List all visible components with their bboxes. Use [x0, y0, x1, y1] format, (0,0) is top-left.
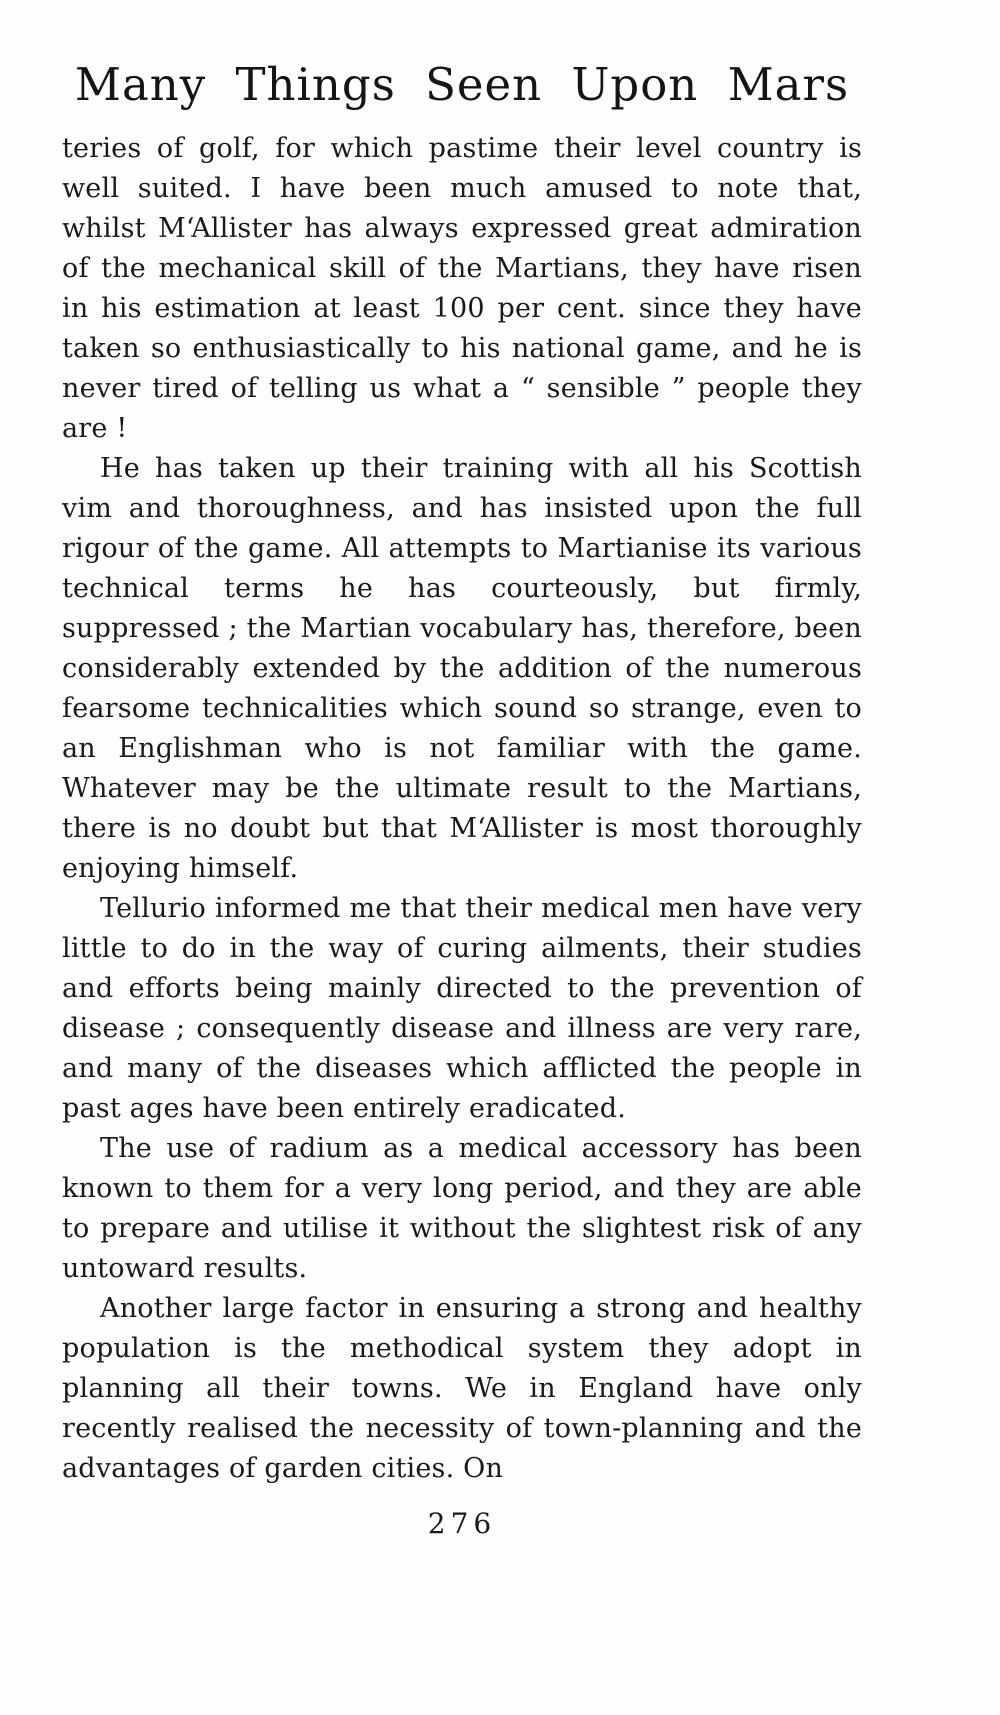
paragraph: Another large factor in ensuring a strong and healthy population is the methodical system they adopt in planning all their towns. We in England have only recently realised the necessity of town-planning and the advantages of garden cities. On: [62, 1293, 862, 1484]
paragraph: He has taken up their training with all his Scottish vim and thoroughness, and has insisted upon the full rigour of the game. All attempts to Martianise its various technical terms he has courteously, but firmly, suppressed ; the Martian vocabulary has, therefore, been considerably extended by the addition of the numerous fearsome technicalities which sound so strange, even to an Englishman who is not familiar with the game. Whatever may be the ultimate result to the Martians, there is no doubt but that M‘Allister is most thoroughly enjoying himself.: [62, 453, 862, 884]
page-body: [62, 129, 862, 1489]
page-title: Many Things Seen Upon Mars: [74, 58, 850, 111]
paragraph: Tellurio informed me that their medical men have very little to do in the way of curing ailments, their studies and efforts being mainly directed to the prevention of disease ; consequently disease and illness are very rare, and many of the diseases which afflicted the people in past ages have been entirely eradicated.: [62, 893, 862, 1124]
page-number: 276: [427, 1507, 497, 1540]
paragraph: The use of radium as a medical accessory has been known to them for a very long period, and they are able to prepare and utilise it without the slightest risk of any untoward results.: [62, 1133, 862, 1284]
paragraph: teries of golf, for which pastime their level country is well suited. I have been much amused to note that, whilst M‘Allister has always expressed great admiration of the mechanical skill of the Martians, they have risen in his estimation at least 100 per cent. since they have taken so enthusiastically to his national game, and he is never tired of telling us what a “ sensible ” people they are !: [62, 133, 862, 444]
